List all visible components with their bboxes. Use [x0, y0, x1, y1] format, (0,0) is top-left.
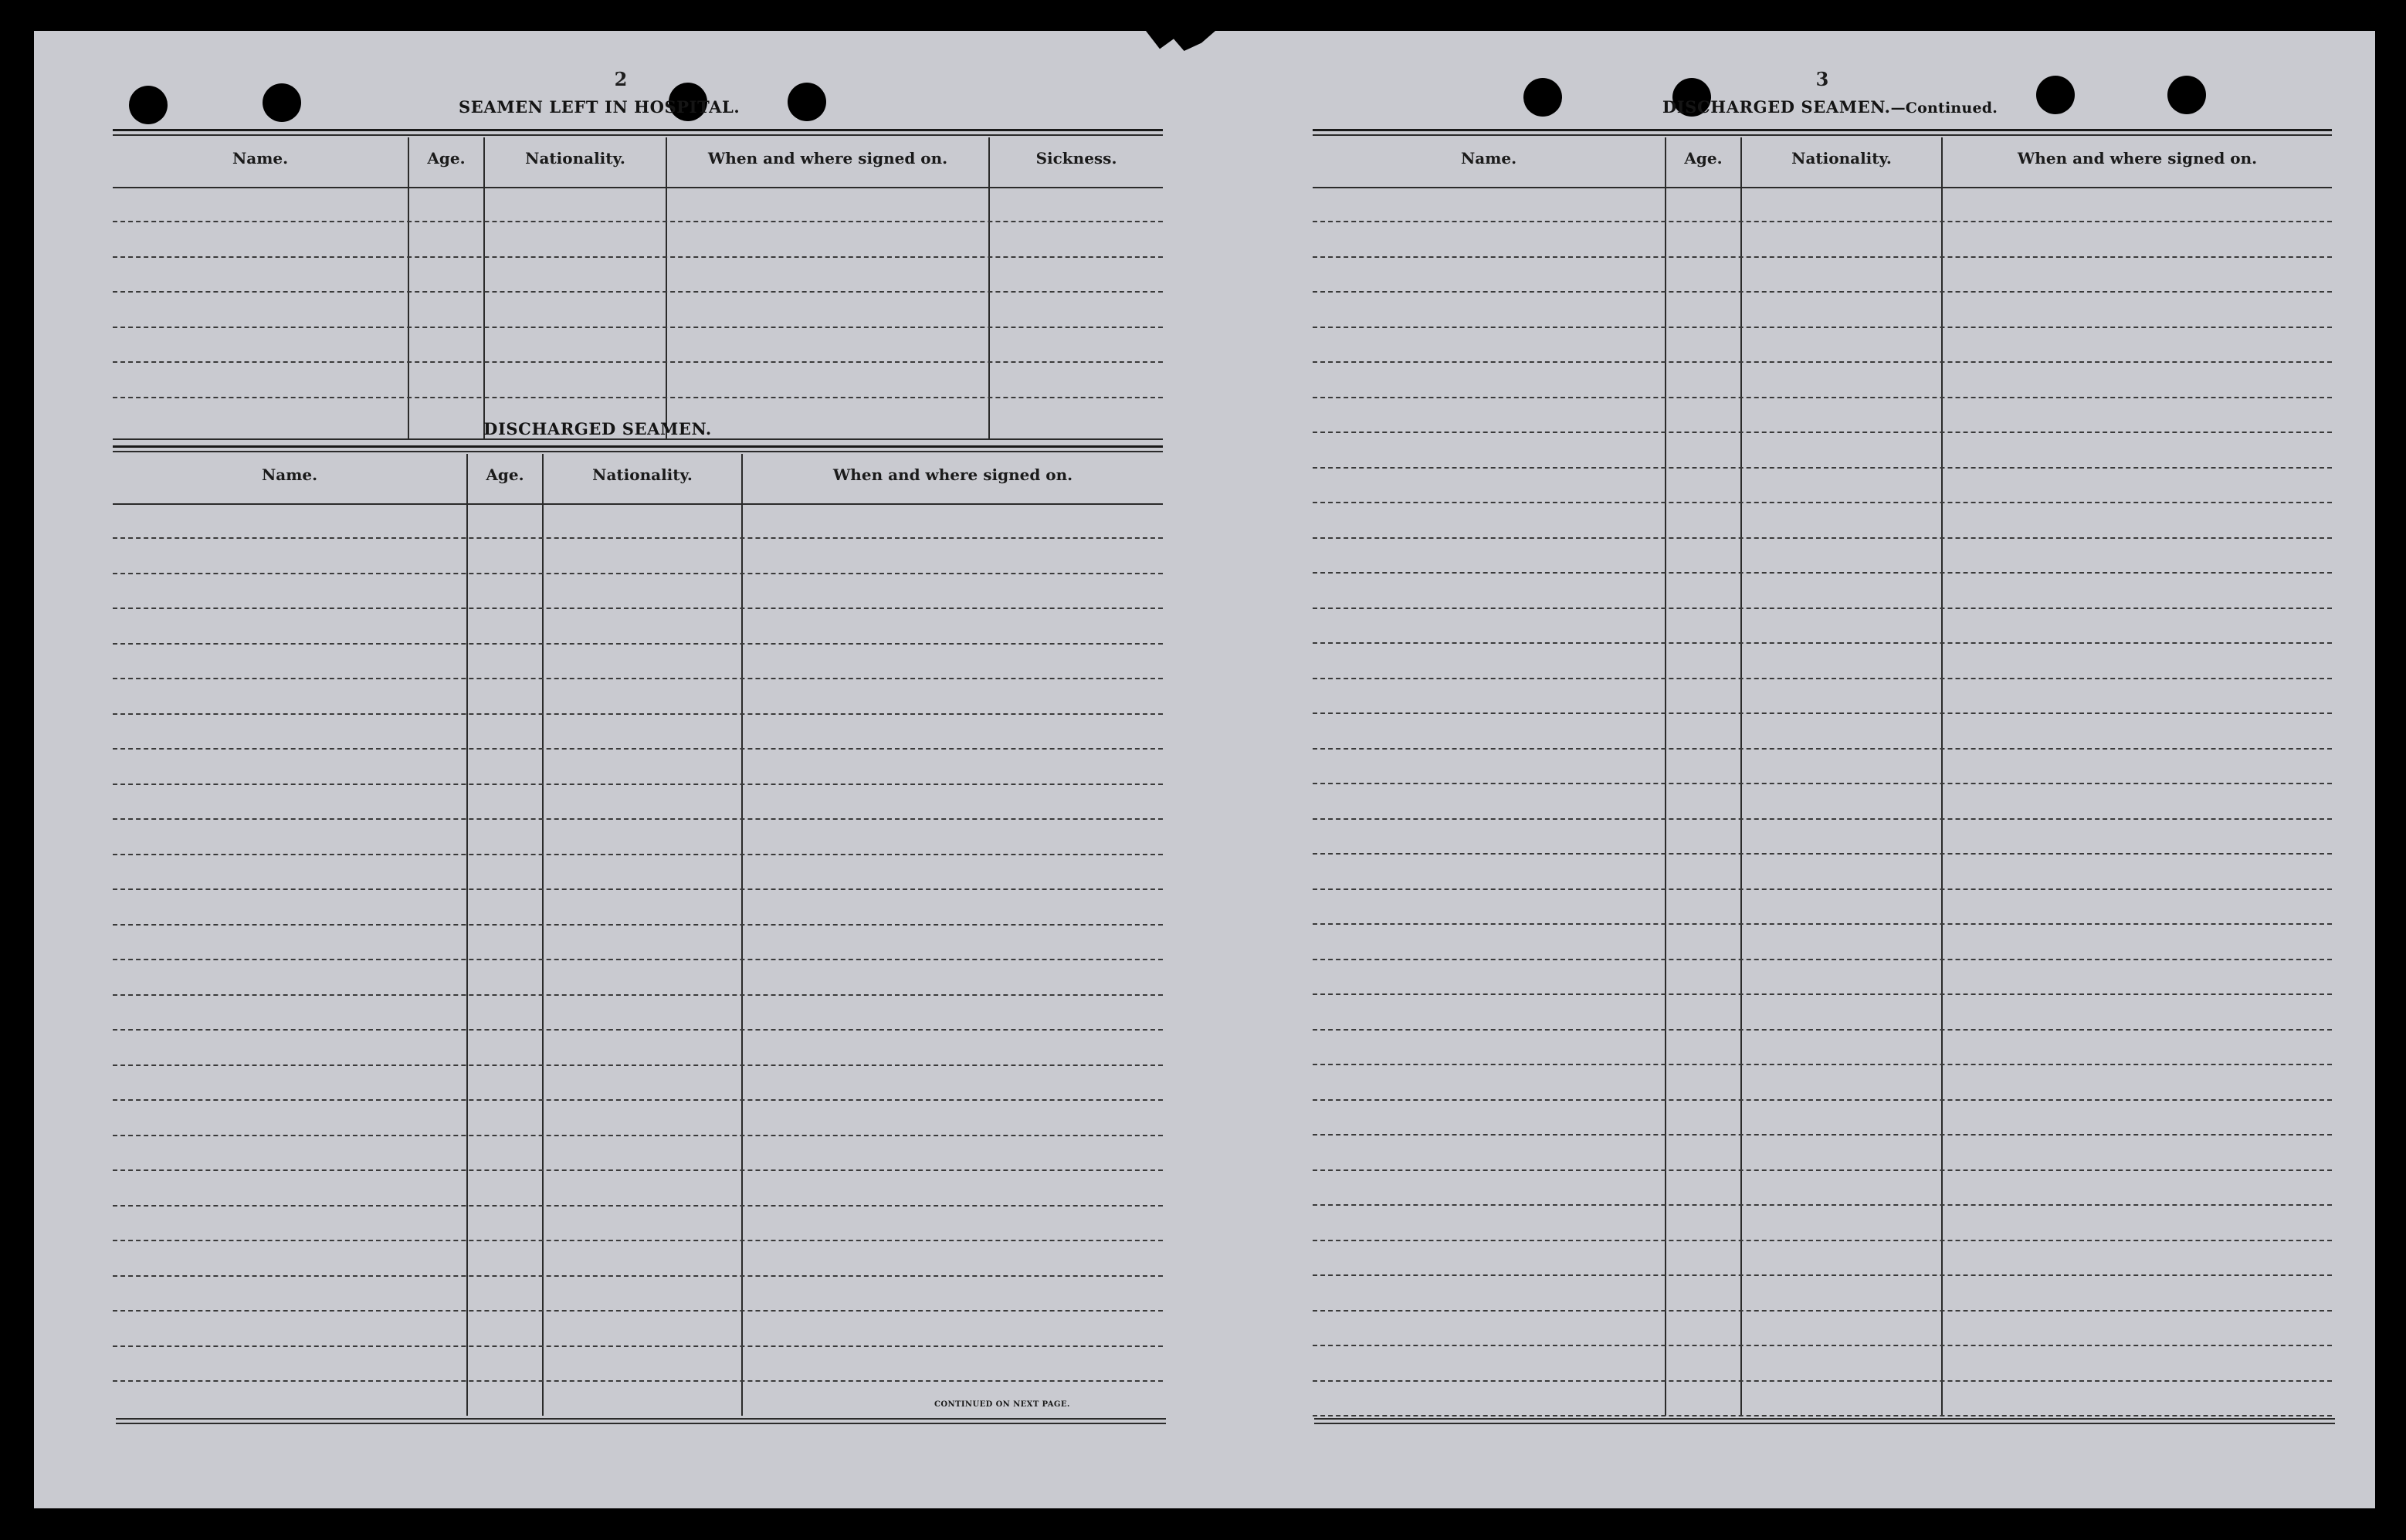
section-bottom-rule [113, 438, 1163, 440]
blank-entry-row [1313, 1064, 2332, 1065]
column-divider [408, 137, 409, 438]
blank-entry-row [1313, 291, 2332, 293]
col-header-age: Age. [427, 149, 466, 168]
blank-entry-row [1313, 888, 2332, 890]
blank-entry-row [1313, 993, 2332, 995]
right-page [1205, 31, 2375, 1508]
section-bottom-rule [1314, 1418, 2335, 1420]
col-header-age: Age. [486, 465, 524, 484]
blank-entry-row [113, 221, 1163, 222]
col-header-name: Name. [232, 149, 289, 168]
col-header-nationality: Nationality. [525, 149, 625, 168]
blank-entry-row [113, 1240, 1163, 1241]
blank-entry-row [113, 643, 1163, 645]
page-number: 2 [614, 68, 628, 90]
blank-entry-row [113, 784, 1163, 785]
blank-entry-row [1313, 537, 2332, 539]
blank-entry-row [1313, 1274, 2332, 1276]
blank-entry-row [1313, 467, 2332, 469]
blank-entry-row [1313, 1310, 2332, 1312]
section-bottom-rule [1314, 1423, 2335, 1424]
blank-entry-row [1313, 432, 2332, 433]
hospital-section-title: SEAMEN LEFT IN HOSPITAL. [459, 97, 740, 117]
ledger-sheet [34, 31, 2375, 1508]
blank-entry-row [113, 1380, 1163, 1382]
blank-entry-row [1313, 502, 2332, 503]
blank-entry-row [1313, 1345, 2332, 1346]
column-divider [466, 454, 468, 1416]
section-top-rule [1313, 129, 2332, 131]
blank-entry-row [113, 1029, 1163, 1031]
column-divider [1941, 137, 1943, 1416]
blank-entry-row [113, 327, 1163, 328]
col-header-name: Name. [1460, 149, 1517, 168]
blank-entry-row [1313, 397, 2332, 398]
blank-entry-row [1313, 327, 2332, 328]
blank-entry-row [113, 994, 1163, 996]
col-header-when-where: When and where signed on. [707, 149, 948, 168]
column-divider [1665, 137, 1666, 1416]
blank-entry-row [1313, 361, 2332, 363]
discharged-section-title: DISCHARGED SEAMEN. [483, 419, 712, 438]
blank-entry-row [1313, 1240, 2332, 1241]
blank-entry-row [113, 573, 1163, 574]
blank-entry-row [113, 1205, 1163, 1207]
blank-entry-row [113, 397, 1163, 398]
blank-entry-row [113, 678, 1163, 679]
continued-note: CONTINUED ON NEXT PAGE. [934, 1400, 1070, 1409]
blank-entry-row [1313, 1099, 2332, 1101]
blank-entry-row [113, 291, 1163, 293]
header-bottom-rule [1313, 187, 2332, 188]
header-bottom-rule [113, 503, 1163, 505]
column-divider [1740, 137, 1742, 1416]
section-top-rule [113, 445, 1163, 448]
section-title-suffix: —Continued. [1890, 100, 1998, 117]
section-bottom-rule [116, 1423, 1166, 1424]
blank-entry-row [113, 888, 1163, 890]
blank-entry-row [113, 959, 1163, 960]
blank-entry-row [113, 854, 1163, 855]
blank-entry-row [1313, 853, 2332, 855]
blank-entry-row [1313, 783, 2332, 784]
blank-entry-row [1313, 678, 2332, 679]
blank-entry-row [1313, 608, 2332, 609]
blank-entry-row [1313, 923, 2332, 925]
section-top-rule [113, 134, 1163, 136]
blank-entry-row [1313, 1169, 2332, 1171]
blank-entry-row [1313, 959, 2332, 960]
blank-entry-row [113, 1345, 1163, 1347]
blank-entry-row [113, 818, 1163, 820]
blank-entry-row [113, 924, 1163, 926]
blank-entry-row [113, 1275, 1163, 1277]
blank-entry-row [1313, 642, 2332, 644]
section-top-rule [1313, 134, 2332, 136]
column-divider [483, 137, 485, 438]
blank-entry-row [1313, 818, 2332, 820]
blank-entry-row [1313, 748, 2332, 750]
blank-entry-row [113, 1135, 1163, 1136]
blank-entry-row [113, 713, 1163, 715]
blank-entry-row [113, 1064, 1163, 1066]
blank-entry-row [1313, 1415, 2332, 1416]
col-header-when-where: When and where signed on. [832, 465, 1073, 484]
column-divider [542, 454, 544, 1416]
blank-entry-row [1313, 1204, 2332, 1206]
section-title-text: DISCHARGED SEAMEN. [1662, 97, 1891, 117]
section-top-rule [113, 451, 1163, 452]
column-divider [666, 137, 667, 438]
section-bottom-rule [116, 1418, 1166, 1420]
col-header-nationality: Nationality. [592, 465, 693, 484]
col-header-when-where: When and where signed on. [2017, 149, 2258, 168]
blank-entry-row [113, 608, 1163, 609]
left-page [34, 31, 1205, 1508]
blank-entry-row [1313, 1134, 2332, 1136]
blank-entry-row [113, 748, 1163, 750]
discharged-continued-title [1660, 97, 2000, 117]
blank-entry-row [1313, 1380, 2332, 1382]
blank-entry-row [1313, 1029, 2332, 1031]
blank-entry-row [113, 537, 1163, 539]
blank-entry-row [1313, 256, 2332, 258]
col-header-nationality: Nationality. [1791, 149, 1892, 168]
header-bottom-rule [113, 187, 1163, 188]
blank-entry-row [113, 1099, 1163, 1101]
blank-entry-row [113, 1169, 1163, 1171]
blank-entry-row [1313, 712, 2332, 714]
blank-entry-row [1313, 572, 2332, 574]
blank-entry-row [113, 256, 1163, 258]
column-divider [741, 454, 743, 1416]
column-divider [988, 137, 990, 438]
section-top-rule [113, 129, 1163, 131]
blank-entry-row [113, 1310, 1163, 1312]
col-header-age: Age. [1684, 149, 1723, 168]
col-header-name: Name. [261, 465, 318, 484]
page-number: 3 [1815, 68, 1829, 90]
blank-entry-row [113, 361, 1163, 363]
blank-entry-row [1313, 221, 2332, 222]
col-header-sickness: Sickness. [1035, 149, 1117, 168]
